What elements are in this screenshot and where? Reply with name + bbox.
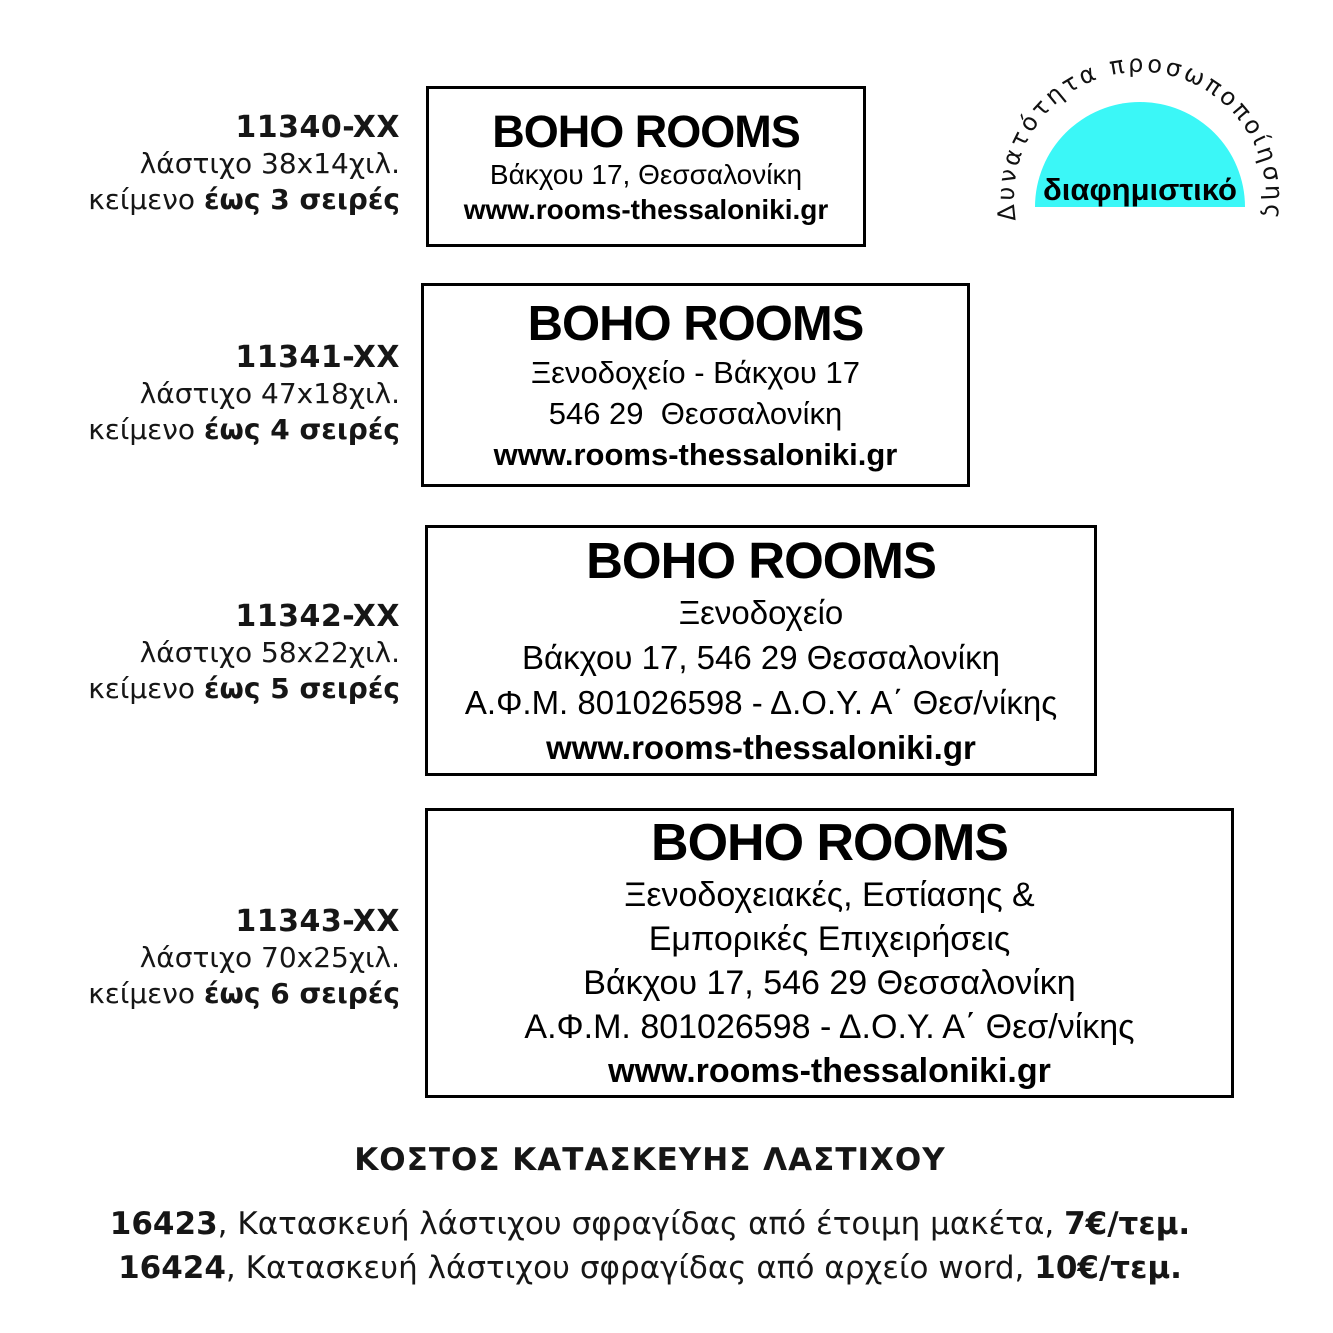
stamp-title: BOHO ROOMS	[651, 814, 1008, 872]
max-lines	[40, 976, 400, 1012]
stamp-line-url: www.rooms-thessaloniki.gr	[493, 436, 898, 472]
pricing-title: ΚΟΣΤΟΣ ΚΑΤΑΣΚΕΥΗΣ ΛΑΣΤΙΧΟΥ	[354, 1142, 946, 1178]
stamp-line: 546 29 Θεσσαλονίκη	[548, 395, 843, 431]
spec-label-11343	[40, 903, 400, 1012]
stamp-line-url: www.rooms-thessaloniki.gr	[546, 728, 976, 766]
rubber-size: λάστιχο 47x18χιλ.	[139, 377, 400, 410]
stamp-line: Εμπορικές Επιχειρήσεις	[648, 920, 1011, 958]
badge-arc-text: Δυνατότητα προσωποποίησης	[991, 49, 1289, 223]
personalization-badge	[985, 8, 1295, 248]
pricing-code: 16423	[109, 1206, 218, 1242]
spec-label-11340	[40, 109, 400, 218]
rubber-size: λάστιχο 70x25χιλ.	[139, 941, 400, 974]
max-lines	[40, 671, 400, 707]
spec-label-11341	[40, 339, 400, 448]
pricing-line	[0, 1246, 1300, 1290]
pricing-line	[0, 1202, 1300, 1246]
pricing-text: , Κατασκευή λάστιχου σφραγίδας από αρχείο word,	[225, 1250, 1035, 1286]
spec-label-11342	[40, 598, 400, 707]
stamp-line: Βάκχου 17, Θεσσαλονίκη	[489, 158, 803, 190]
stamp-line: Βάκχου 17, 546 29 Θεσσαλονίκη	[583, 964, 1076, 1002]
stamp-preview-11342	[425, 525, 1097, 776]
max-lines-prefix: κείμενο	[88, 977, 204, 1010]
rubber-size: λάστιχο 38x14χιλ.	[139, 147, 400, 180]
max-lines-value: έως 5 σειρές	[203, 672, 400, 705]
product-code: 11342-XX	[235, 599, 400, 634]
product-code: 11341-XX	[235, 340, 400, 375]
stamp-line: Βάκχου 17, 546 29 Θεσσαλονίκη	[522, 638, 1000, 676]
product-code: 11343-XX	[235, 904, 400, 939]
rubber-size: λάστιχο 58x22χιλ.	[139, 636, 400, 669]
pricing-price: 10€/τεμ.	[1034, 1250, 1182, 1286]
pricing-price: 7€/τεμ.	[1064, 1206, 1191, 1242]
stamp-line: Α.Φ.Μ. 801026598 - Δ.Ο.Υ. Α΄ Θεσ/νίκης	[524, 1008, 1135, 1046]
stamp-line: Α.Φ.Μ. 801026598 - Δ.Ο.Υ. Α΄ Θεσ/νίκης	[464, 683, 1058, 721]
stamp-line-url: www.rooms-thessaloniki.gr	[608, 1052, 1051, 1090]
stamp-preview-11343	[425, 808, 1234, 1098]
pricing-section	[0, 1140, 1300, 1290]
badge-label: διαφημιστικό	[1042, 172, 1238, 207]
max-lines	[40, 412, 400, 448]
max-lines	[40, 182, 400, 218]
stamp-preview-11341	[421, 283, 970, 487]
max-lines-value: έως 3 σειρές	[203, 183, 400, 216]
stamp-line: Ξενοδοχείο	[678, 593, 844, 631]
stamp-title: BOHO ROOMS	[492, 105, 800, 157]
stamp-title: BOHO ROOMS	[527, 296, 864, 351]
pricing-code: 16424	[118, 1250, 226, 1286]
max-lines-prefix: κείμενο	[88, 413, 204, 446]
max-lines-value: έως 4 σειρές	[203, 413, 400, 446]
pricing-text: , Κατασκευή λάστιχου σφραγίδας από έτοιμη μακέτα,	[217, 1206, 1065, 1242]
stamp-line: Ξενοδοχείο - Βάκχου 17	[531, 354, 860, 390]
max-lines-prefix: κείμενο	[88, 183, 204, 216]
max-lines-value: έως 6 σειρές	[203, 977, 400, 1010]
stamp-line-url: www.rooms-thessaloniki.gr	[463, 193, 829, 225]
stamp-line: Ξενοδοχειακές, Εστίασης &	[624, 876, 1035, 914]
stamp-title: BOHO ROOMS	[586, 531, 936, 589]
max-lines-prefix: κείμενο	[88, 672, 204, 705]
stamp-preview-11340	[426, 86, 866, 247]
product-code: 11340-XX	[235, 110, 400, 145]
